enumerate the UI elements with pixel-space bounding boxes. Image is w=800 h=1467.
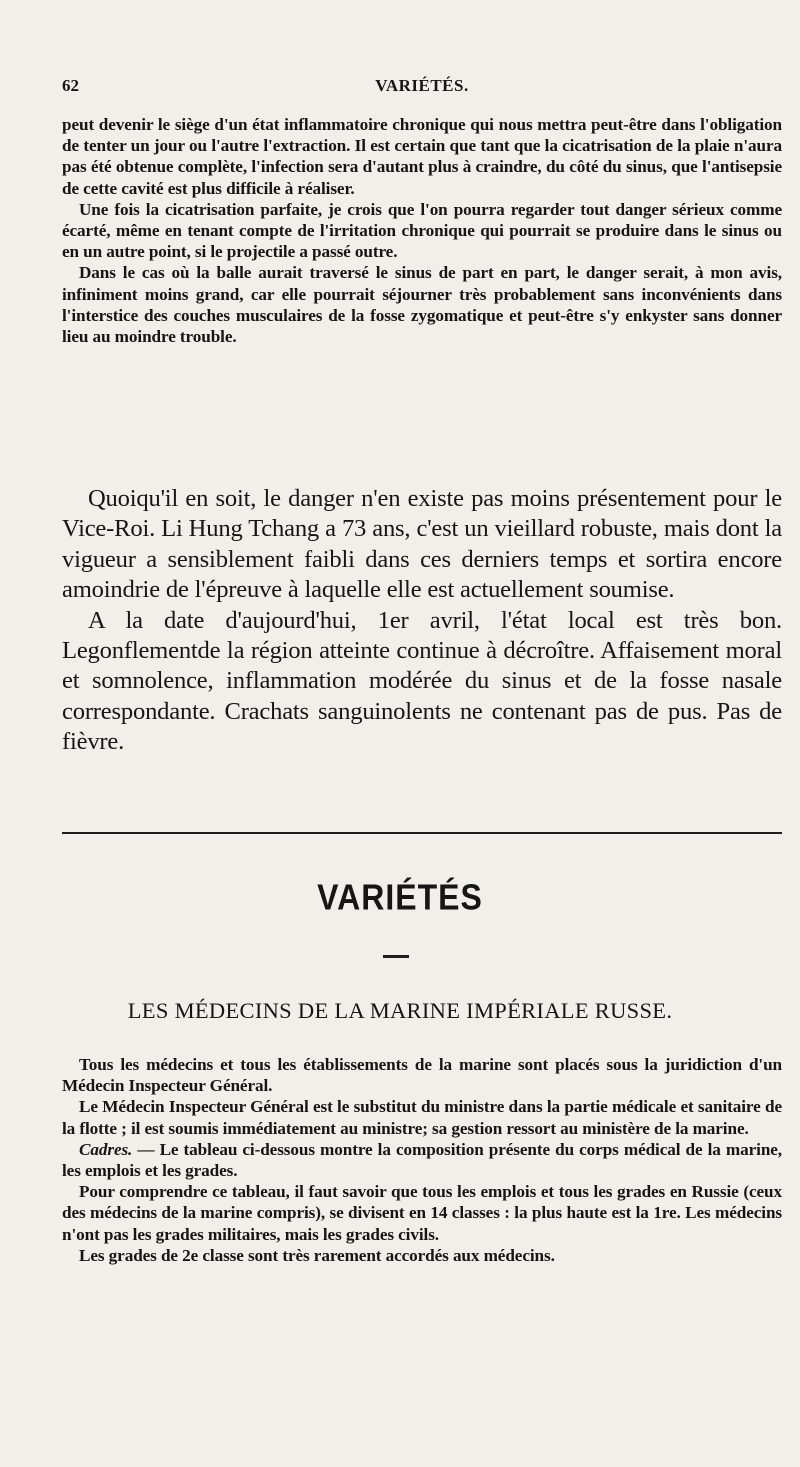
paragraph: A la date d'aujourd'hui, 1er avril, l'état local est très bon. Legonflementde la région atteinte continue à décroître. Affaisement moral et somnolence, inflammation modérée du sinus et de la fosse nasale correspondante. Crachats sanguinolents ne contenant pas de pus. Pas de fièvre.: [62, 606, 782, 756]
paragraph: peut devenir le siège d'un état inflammatoire chronique qui nous mettra peut-être dans l'obligation de tenter un jour ou l'autre l'extraction. Il est certain que tant que la cicatrisation de la plaie n'aura pas été obtenue complète, l'infection sera d'autant plus à craindre, du côté du sinus, que l'antisepsie de cette cavité est plus difficile à réaliser.: [62, 115, 782, 198]
article-title: LES MÉDECINS DE LA MARINE IMPÉRIALE RUSSE.: [127, 998, 673, 1023]
paragraph: [62, 1139, 782, 1181]
large-text-block: [62, 484, 782, 758]
paragraph: Les grades de 2e classe sont très rarement accordés aux médecins.: [79, 1245, 555, 1265]
paragraph: Tous les médecins et tous les établissements de la marine sont placés sous la juridiction d'un Médecin Inspecteur Général.: [62, 1055, 782, 1096]
cadres-label: Cadres.: [79, 1139, 133, 1159]
paragraph: Pour comprendre ce tableau, il faut savoir que tous les emplois et tous les grades en Russie (ceux des médecins de la marine compris), se divisent en 14 classes : la plus haute est la 1re. Les médecins n'ont pas les grades militaires, mais les grades civils.: [62, 1182, 782, 1244]
paragraph: Dans le cas où la balle aurait traversé le sinus de part en part, le danger serait, à mon avis, infiniment moins grand, car elle pourrait séjourner très probablement sans inconvénients dans l'interstice des couches musculaires de la fosse zygomatique et peut-être s'y enkyster sans donner lieu au moindre trouble.: [62, 263, 782, 347]
top-text-block: [62, 114, 782, 347]
title-dash: [383, 955, 409, 958]
article-body: [62, 1054, 782, 1266]
running-title: VARIÉTÉS.: [375, 76, 469, 95]
paragraph: Une fois la cicatrisation parfaite, je crois que l'on pourra regarder tout danger sérieux comme écarté, même en tenant compte de l'irritation chronique qui pourrait se produire dans le sinus ou en un autre point, si le projectile a passé outre.: [62, 199, 782, 262]
section-title: VARIÉTÉS: [317, 876, 483, 918]
paragraph: Quoiqu'il en soit, le danger n'en existe pas moins présentement pour le Vice-Roi. Li Hung Tchang a 73 ans, c'est un vieillard robuste, mais dont la vigueur a sensiblement faibli dans ces derniers temps et sortira encore amoindrie de l'épreuve à laquelle elle est actuellement soumise.: [62, 485, 782, 604]
cadres-text: — Le tableau ci-dessous montre la composition présente du corps médical de la marine, les emplois et les grades.: [62, 1139, 782, 1181]
page-header: [62, 76, 782, 102]
paragraph: Le Médecin Inspecteur Général est le substitut du ministre dans la partie médicale et sanitaire de la flotte ; il est soumis immédiatement au ministre; sa gestion ressort au ministère de la marine.: [62, 1097, 782, 1138]
section-divider: [62, 832, 782, 834]
page-number: 62: [62, 76, 79, 95]
